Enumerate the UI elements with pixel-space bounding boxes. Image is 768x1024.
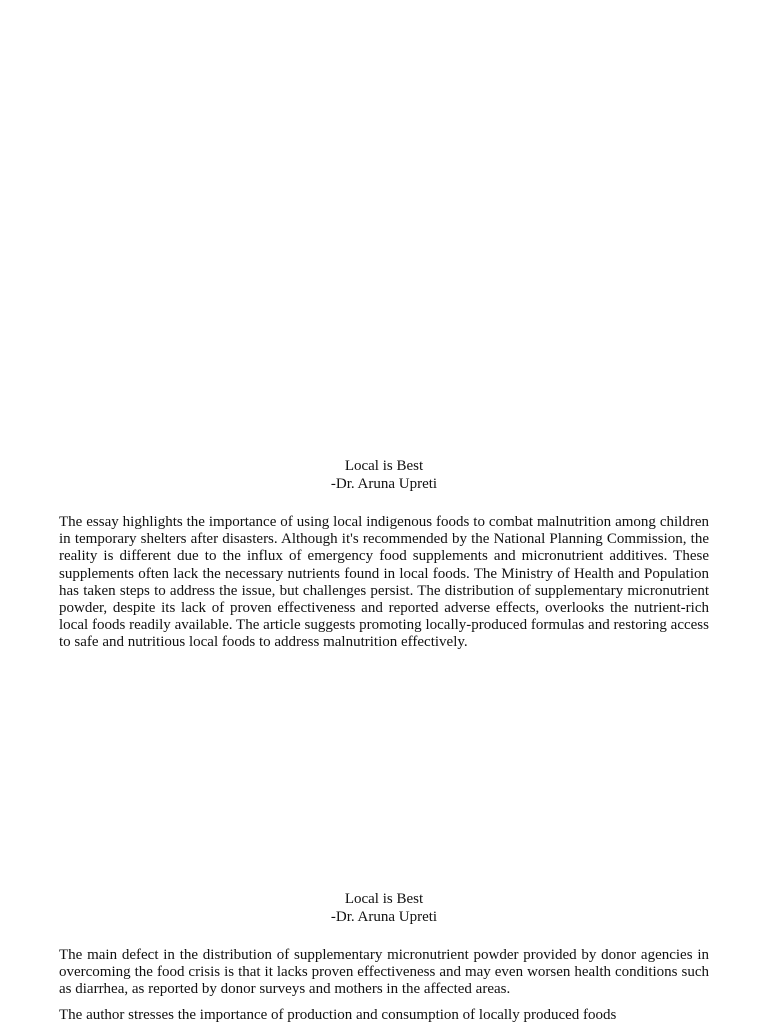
summary-section-2 bbox=[59, 890, 709, 1024]
answer-paragraph: The author stresses the importance of production and consumption of locally produced foods bbox=[59, 1006, 617, 1023]
essay-author: -Dr. Aruna Upreti bbox=[330, 476, 438, 492]
answer-paragraph: The main defect in the distribution of supplementary micronutrient powder provided by donor agencies in overcoming the food crisis is that it lacks proven effectiveness and may even worsen health conditions such as diarrhea, as reported by donor surveys and mothers in the affected areas. bbox=[59, 947, 709, 998]
essay-author: -Dr. Aruna Upreti bbox=[330, 909, 438, 925]
summary-section-1 bbox=[59, 457, 709, 652]
essay-title: Local is Best bbox=[344, 891, 424, 907]
summary-paragraph: The essay highlights the importance of using local indigenous foods to combat malnutrition among children in temporary shelters after disasters. Although it's recommended by the National Planning Commission, the reality is different due to the influx of emergency food supplements and micronutrient additives. These supplements often lack the necessary nutrients found in local foods. The Ministry of Health and Population has taken steps to address the issue, but challenges persist. The distribution of supplementary micronutrient powder, despite its lack of proven effectiveness and reported adverse effects, overlooks the nutrient-rich local foods readily available. The article suggests promoting locally-produced formulas and restoring access to safe and nutritious local foods to address malnutrition effectively. bbox=[59, 514, 709, 651]
essay-title: Local is Best bbox=[344, 458, 424, 474]
